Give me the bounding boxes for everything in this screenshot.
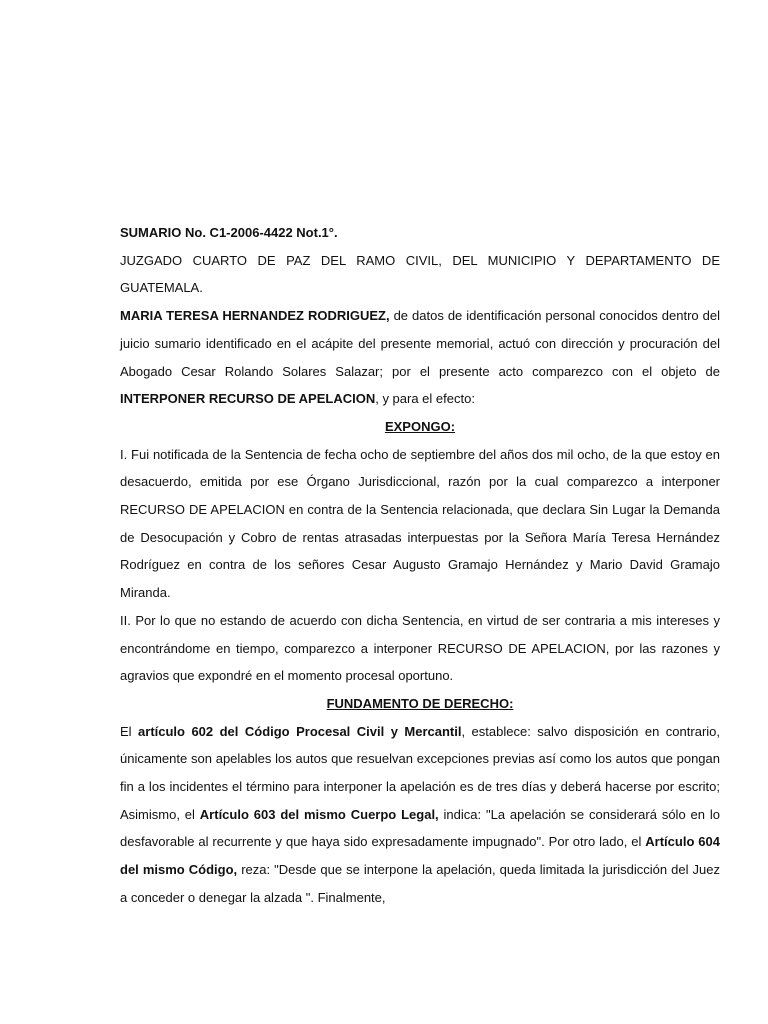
paragraph-two: II. Por lo que no estando de acuerdo con dicha Sentencia, en virtud de ser contraria a mis intereses y encontrándome en tiempo, comparezco a interponer RECURSO DE APELACION, por las razones y agravios que expondré en el momento procesal oportuno. (120, 612, 720, 684)
intro-text-2: , y para el efecto: (375, 391, 475, 407)
article-603: Artículo 603 del mismo Cuerpo Legal, (199, 806, 439, 822)
expongo-heading: EXPONGO: (384, 418, 456, 434)
fundamento-text-3: indica: "La apelación se considerará sólo en lo desfavorable al recurrente y que haya sido expresadamente impugnado". Por otro lado, el (120, 806, 720, 850)
fundamento-heading: FUNDAMENTO DE DERECHO: (326, 695, 514, 711)
fundamento-text-1: El (120, 723, 139, 739)
fundamento-text-2: , establece: salvo disposición en contrario, únicamente son apelables los autos que resuelvan excepciones previas así como los autos que pongan fin a los incidentes el término para interponer la apelación es de tres días y deberá hacerse por escrito; Asimismo, el (120, 723, 720, 822)
intro-paragraph (120, 302, 720, 413)
fundamento-paragraph (120, 718, 720, 912)
fundamento-text-4: reza: "Desde que se interpone la apelación, queda limitada la jurisdicción del Juez a conceder o denegar la alzada ". Finalmente, (120, 862, 720, 905)
intro-text-1: de datos de identificación personal conocidos dentro del juicio sumario identificado en el acápite del presente memorial, actuó con dirección y procuración del Abogado Cesar Rolando Solares Salazar; por el presente acto comparezco con el objeto de (120, 308, 720, 379)
sumario-number: SUMARIO No. C1-2006-4422 Not.1°. (120, 225, 338, 240)
document-page (120, 219, 720, 912)
article-602: artículo 602 del Código Procesal Civil y Mercantil (138, 723, 462, 739)
court-name: JUZGADO CUARTO DE PAZ DEL RAMO CIVIL, DEL MUNICIPIO Y DEPARTAMENTO DE GUATEMALA. (120, 252, 720, 296)
article-604: Artículo 604 del mismo Código, (120, 834, 720, 878)
sumario-title (120, 219, 720, 247)
action-text: INTERPONER RECURSO DE APELACION (120, 391, 376, 407)
party-name: MARIA TERESA HERNANDEZ RODRIGUEZ, (120, 308, 390, 324)
paragraph-one: I. Fui notificada de la Sentencia de fecha ocho de septiembre del años dos mil ocho, de la que estoy en desacuerdo, emitida por ese Órgano Jurisdiccional, razón por la cual comparezco a interponer RECURSO DE APELACION en contra de la Sentencia relacionada, que declara Sin Lugar la Demanda de Desocupación y Cobro de rentas atrasadas interpuestas por la Señora María Teresa Hernández Rodríguez en contra de los señores Cesar Augusto Gramajo Hernández y Mario David Gramajo Miranda. (120, 446, 720, 601)
